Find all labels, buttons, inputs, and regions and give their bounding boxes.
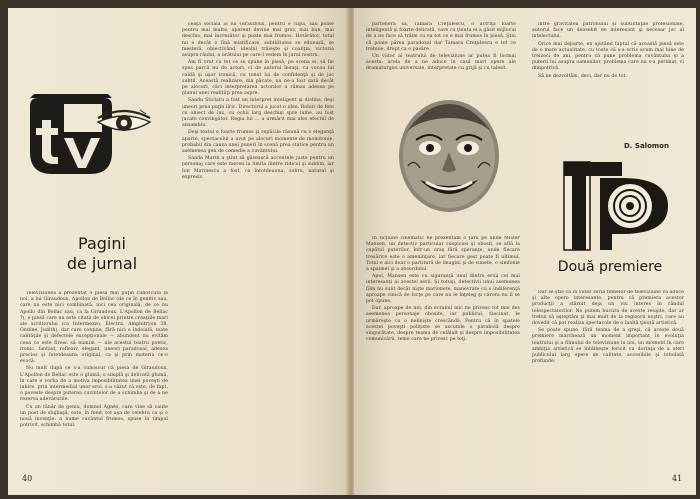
paragraph: Dar se ştie că în viitor seria filmelor de televiziune va aduce şi alte opere interesante, pentru că premiera acestor producţii a stârnit deja un viu interes în rândul telespectatorilor. Ne putem bucura de aceste reuşite, dar ar trebui să aşteptăm şi mai mult de la regizorii noştri, care au dovedit că pot realiza spectacole de o înaltă ţinută artistică. (532, 290, 684, 327)
paragraph: Nu mult după ce s-a cunoscut că piesa de Giraudoux, L'Apollon de Bellac este o glumă, o simplă şi delicată glumă, în care e vorba de a motiva imposibilitatea unei poveşti de iubire, prin intermediul unor eroi, s-a văzut că este, de fapt, o poveste despre puterea cuvintelor de a schimba şi de a ne rezerva adevărurile. (20, 366, 168, 403)
paragraph: Se poate spune, fără teama de a greşi, că aceste două premiere marchează un moment important în evoluţia teatrului şi a filmului de televiziune la noi, un moment în care ambiţia artistică se întâlneşte fericit cu dorinţa de a oferi publicului larg opere de calitate, accesibile şi totodată profunde. (532, 328, 684, 365)
page-title-line1: Pagini (78, 234, 126, 253)
paragraph: ceaţă socială al lui Giraudoux, pentru o clipă, sau poate pentru mai multe, aparent devine mai grav, mai bun, mai deschis, mai încrezător şi poate mai frumos. Hotărâtor, totul nu e decât o fină mistificare, subtilitatea se eduează, se mesteră, obiectivând, idealul trăieşte şi coaliţia, victoria asupra răului, a urâtului pe care-l vedem în jurul nostru. (182, 22, 334, 59)
left-column-2 (182, 22, 334, 468)
paragraph: partenera sa, Tamara Creţulescu, o actriţă foarte inteligentă şi foarte delicată, care cu ţinuta ei a găsit mijlocul de a ne face să trăim cu ea tot ce e mai frumos în piesă. Ştiu că poate părea paradoxal dar Tamara Creţulescu e tot ce trebuie, drept ca o pasăre. (366, 22, 516, 52)
page-number-left: 40 (22, 474, 33, 483)
paragraph: Orice mai departe, en ajutând faptul că această piesă este de o mare actualitate, cu toate că s-a scris acum mai bine de treizeci de ani, pentru că pune problema cuvântului şi a puterii lui asupra oamenilor, problema care nu s-a perimat, ci dimpotrivă. (532, 41, 684, 72)
paragraph: Am fi vrut ca tot ce se spune în piesă, pe scena ei, să fie spus parcă nu de actori, ci de autorul însuşi, cu vocea lui caldă şi uşor ironică, cu tonul lui de confidenţă şi de joc subtil. Această realizare, din păcate, nu ne-a fost dată decât pe alocuri, căci interpretarea actorilor a rămas adesea pe planul unei realităţi prea aspre. (182, 60, 334, 97)
paragraph: În ficţiune cinematic ne prezentăm o ţară pe unde Mister Mansen, un detectiv particular suspicios şi obosit, se află la capătul puterilor, într-un oraş fără speranţe, unde fiecare tresărire este o ameninţare, iar fiecare gest poate fi ultimul. Totul e aici doar o partitură de imagini şi de sunete, o simfonie a spaimei şi a absurdului. (366, 236, 520, 273)
paragraph: Deşi textul e foarte frumos şi replicile răsună cu o eleganţă aparte, spectacolul a avut pe alocuri momente de monotonie, probabil din cauza unei puneri în scenă prea statice pentru un asemenea gen de comedie a cuvântului. (182, 130, 334, 155)
theatre-mask-illustration (394, 96, 504, 220)
tp-logo-icon (560, 158, 680, 254)
paragraph: Să ne dezvoltăm, deci, dar nu de tot. (538, 73, 628, 79)
paragraph: Sandu Sticlaru a fost un interpret inteligent şi distins, deşi uneori prea puţin liric. Directorul a jucat o idee. Roluri de fete cu obiect de lux, cu ochii larg deschişi spre lume, au fost jucate convingător. Regia lui ... a urmărit mai ales efectul de ansamblu. (182, 98, 334, 129)
paragraph: Sanda Marin a ştiut să găsească accentele juste pentru un personaj care este mereu la limita dintre ridicol şi sublim, iar Ion Marinescu a fost, ca întotdeauna, sobru, natural şi expresiv. (182, 156, 334, 180)
right-column-3 (366, 236, 520, 468)
right-column-1 (366, 22, 516, 74)
right-column-4 (532, 290, 684, 470)
magazine-spread (8, 8, 696, 495)
page-title-line2: de jurnal (66, 254, 138, 273)
left-title-block (52, 234, 152, 284)
right-column-2 (532, 22, 684, 132)
left-column-1 (20, 291, 168, 466)
paragraph: Cu un tânăr de geniu, domnul Agnès, care vine să caute un post de slujbaşă, este, în fond, tot aşa de celebru ca şi o nouă invenţie: a nume cuvântul frumos, spuse la timpul potrivit, schimbă totul. (20, 404, 168, 429)
paragraph: Un viitor al teatrului de televiziune ar putea fi tocmai acesta: acela de a ne aduce în casă mari opere ale dramaturgiei universale, interpretate cu grijă şi cu talent. (366, 54, 516, 72)
paragraph: Apoi, Mansen este cu siguranţă unul dintre eroii cei mai interesanţi ai acestei serii. Şi totuşi, detectivii unui asemenea film nu sunt decât nişte marionete, manevrate cu o indiferenţă aproape cinică de forţe pe care nu le înţeleg şi cărora nu li se pot opune. (366, 274, 520, 305)
left-page (8, 8, 348, 495)
eye-icon (96, 108, 152, 140)
section-title: Două premiere (557, 259, 663, 275)
paragraph: Dar, aproape de noi, din ecranul mic ne privesc tot mai des asemenea personaje obosite, iar publicul, fascinat, le urmăreşte cu o nelinişte crescândă. Pentru că în spatele acestei poveşti poliţiste se ascunde o parabolă despre singurătate, despre teama de celălalt şi despre imposibilitatea comunicării, teme care ne privesc pe toţi. (366, 306, 520, 343)
author-signature: D. Salomon (624, 142, 669, 150)
paragraph: între gravitatea patronului şi subtilităţile profesionale, autorul face un deosebit de interesant şi necesar joc al intelectului. (532, 22, 684, 40)
page-number-right: 41 (672, 474, 683, 483)
paragraph: Televiziunea a prezentat o piesă mai puţin cunoscută la noi, a lui Giraudoux, Apollon de Bellac (de ce în genitiv sau, care nu este nici combinată, nici cea originală, de ce nu Apollo din Bellac sau, ca la Giraudoux, L'Apollon de Bellac ?), o piesă care nu este citată de obicei printre creaţiile mari ale scriitorului (ca Intermezzo, Electra, Amphitryon 38, Ondine, Judith), dar care conţine, fără nici o îndoială, toate calităţile şi defectele excepţionale — abundent nu evităm ceea ce este firesc să numim — ale acestui teatru poetic, ironic, fantast, reflexiv, elegant, uneori paradoxal, adesea precios şi întotdeauna original, ca şi prin materia ce-o evocă. (20, 291, 168, 365)
right-page (354, 8, 696, 495)
